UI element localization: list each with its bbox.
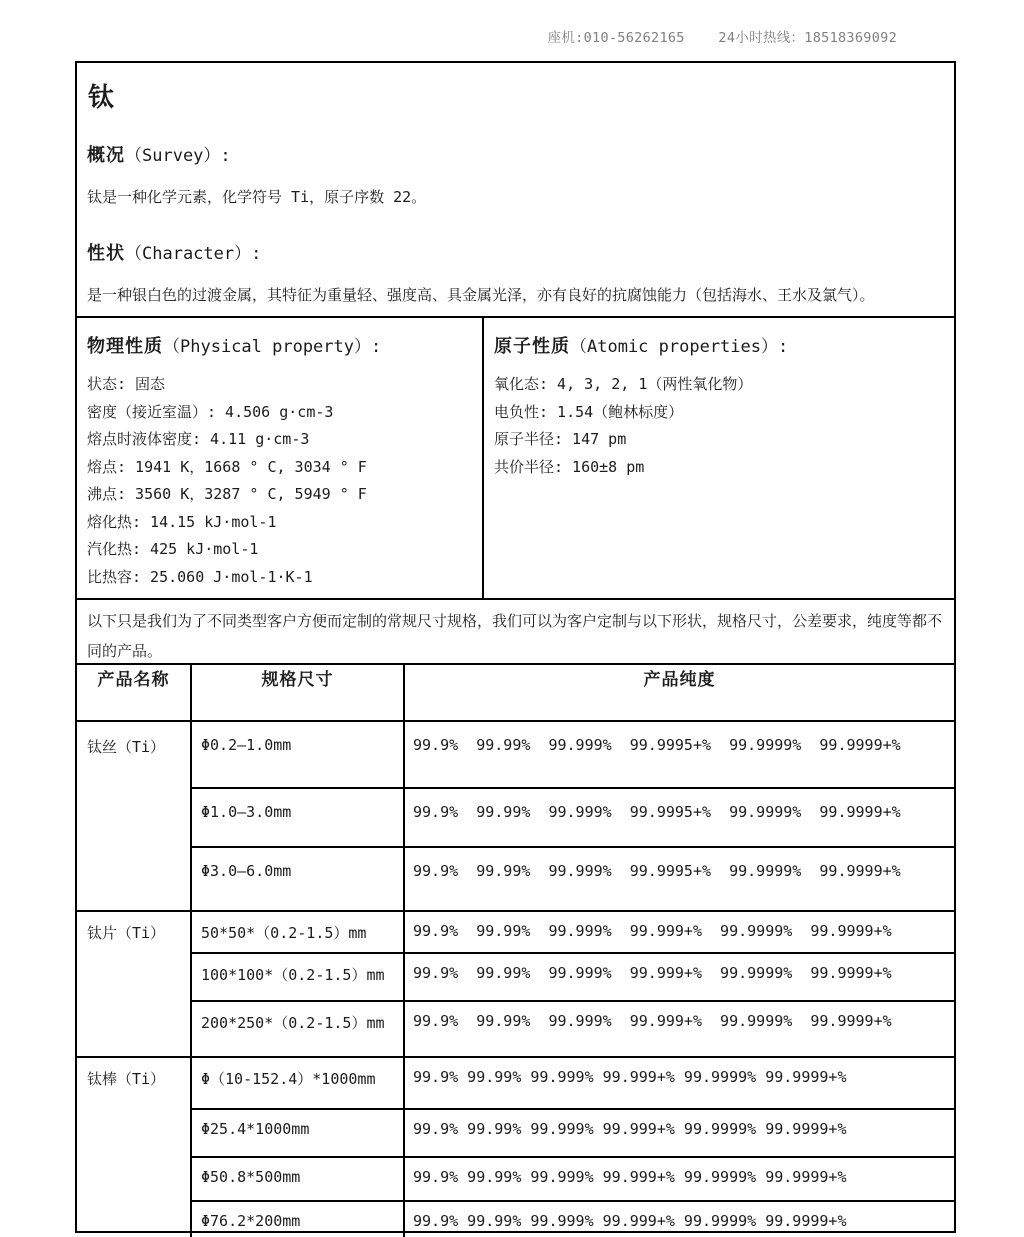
survey-heading-en: （Survey）: (125, 146, 231, 166)
table-row (77, 788, 954, 847)
header-product-name: 产品名称 (77, 665, 191, 721)
spec-cell: Φ25.4*1000mm (191, 1109, 404, 1157)
table-row (77, 911, 954, 953)
physical-heading-zh: 物理性质 (87, 336, 163, 357)
section-intro (77, 77, 954, 318)
physical-property-line: 熔点: 1941 K，1668 ° C, 3034 ° F (87, 457, 367, 476)
character-heading-en: （Character）: (125, 244, 262, 264)
purity-cell: 99.9% 99.99% 99.999% 99.999+% 99.9999% 99.9999+% (404, 1001, 954, 1057)
purity-cell: 99.9% 99.99% 99.999% 99.999+% 99.9999% 99.9999+% (404, 1157, 954, 1201)
header-purity: 产品纯度 (643, 670, 716, 690)
physical-property-line: 状态: 固态 (87, 375, 166, 393)
physical-property-line: 熔点时液体密度: 4.11 g·cm-3 (87, 430, 310, 448)
survey-heading-zh: 概况 (87, 145, 125, 166)
product-group-cell: 钛丝（Ti） (77, 721, 191, 911)
table-row (77, 1109, 954, 1157)
note-text: 以下只是我们为了不同类型客户方便而定制的常规尺寸规格，我们可以为客户定制与以下形状，规格尺寸，公差要求，纯度等都不同的产品。 (87, 612, 943, 660)
table-row (77, 721, 954, 788)
purity-cell: 99.9% 99.99% 99.999% 99.9995+% 99.9999% 99.9999+% (404, 788, 954, 847)
atomic-property-line: 原子半径: 147 pm (494, 430, 627, 448)
physical-property-line: 汽化热: 425 kJ·mol-1 (87, 540, 259, 558)
purity-cell: 99.9% 99.99% 99.999% 99.9995+% 99.9999% 99.9999+% (404, 847, 954, 911)
page-title: 钛 (88, 83, 116, 113)
table-header-row (77, 665, 954, 721)
physical-property-line: 沸点: 3560 K，3287 ° C, 5949 ° F (87, 485, 367, 503)
atomic-property-line: 电负性: 1.54（鲍林标度） (494, 402, 684, 421)
spec-cell: Φ（10-152.4）*1000mm (191, 1057, 404, 1109)
products-table (77, 665, 954, 1237)
survey-body: 钛是一种化学元素，化学符号 Ti，原子序数 22。 (87, 188, 427, 206)
character-heading-zh: 性状 (87, 243, 125, 264)
purity-cell: 99.9% 99.99% 99.999% 99.999+% 99.9999% 99.9999+% (404, 911, 954, 953)
spec-cell: Φ0.2—1.0mm (191, 721, 404, 788)
section-atomic (484, 318, 954, 598)
physical-property-line: 比热容: 25.060 J·mol-1·K-1 (87, 567, 313, 586)
purity-cell: 99.9% 99.99% 99.999% 99.999+% 99.9999% 99.9999+% (404, 1201, 954, 1237)
spec-cell: Φ3.0—6.0mm (191, 847, 404, 911)
purity-cell: 99.9% 99.99% 99.999% 99.999+% 99.9999% 99.9999+% (404, 953, 954, 1001)
purity-cell: 99.9% 99.99% 99.999% 99.9995+% 99.9999% 99.9999+% (404, 721, 954, 788)
table-row (77, 1057, 954, 1109)
table-row (77, 953, 954, 1001)
atomic-property-line: 氧化态: 4, 3, 2, 1（两性氧化物） (494, 375, 753, 393)
atomic-heading (494, 332, 944, 358)
character-heading (87, 239, 944, 265)
purity-cell: 99.9% 99.99% 99.999% 99.999+% 99.9999% 99.9999+% (404, 1057, 954, 1109)
physical-heading (87, 332, 472, 358)
product-group-cell: 钛片（Ti） (77, 911, 191, 1057)
atomic-property-list (494, 371, 944, 481)
spec-cell: 100*100*（0.2-1.5）mm (191, 953, 404, 1001)
purity-cell: 99.9% 99.99% 99.999% 99.999+% 99.9999% 99.9999+% (404, 1109, 954, 1157)
physical-heading-en: （Physical property）: (163, 337, 382, 357)
atomic-property-line: 共价半径: 160±8 pm (494, 457, 645, 476)
table-row (77, 1157, 954, 1201)
physical-property-line: 密度（接近室温）: 4.506 g·cm-3 (87, 402, 334, 421)
spec-cell: Φ1.0—3.0mm (191, 788, 404, 847)
section-physical (77, 318, 484, 598)
section-properties (77, 318, 954, 600)
atomic-heading-zh: 原子性质 (494, 336, 570, 357)
physical-property-list (87, 371, 472, 591)
spec-cell: 50*50*（0.2-1.5）mm (191, 911, 404, 953)
header-spec: 规格尺寸 (191, 665, 404, 721)
spec-cell: Φ50.8*500mm (191, 1157, 404, 1201)
spec-cell: 200*250*（0.2-1.5）mm (191, 1001, 404, 1057)
header-contact: 座机:010-56262165 24小时热线：18518369092 (547, 30, 897, 46)
character-body: 是一种银白色的过渡金属，其特征为重量轻、强度高、具金属光泽，亦有良好的抗腐蚀能力（包括海水、王水及氯气）。 (87, 286, 875, 304)
table-row (77, 847, 954, 911)
atomic-heading-en: （Atomic properties）: (570, 337, 789, 357)
physical-property-line: 熔化热: 14.15 kJ·mol-1 (87, 512, 277, 531)
spec-cell: Φ76.2*200mm (191, 1201, 404, 1237)
survey-heading (87, 141, 944, 167)
product-group-cell: 钛棒（Ti） (77, 1057, 191, 1237)
section-note (77, 600, 954, 665)
table-row (77, 1001, 954, 1057)
table-row (77, 1201, 954, 1237)
content-box (75, 61, 956, 1233)
